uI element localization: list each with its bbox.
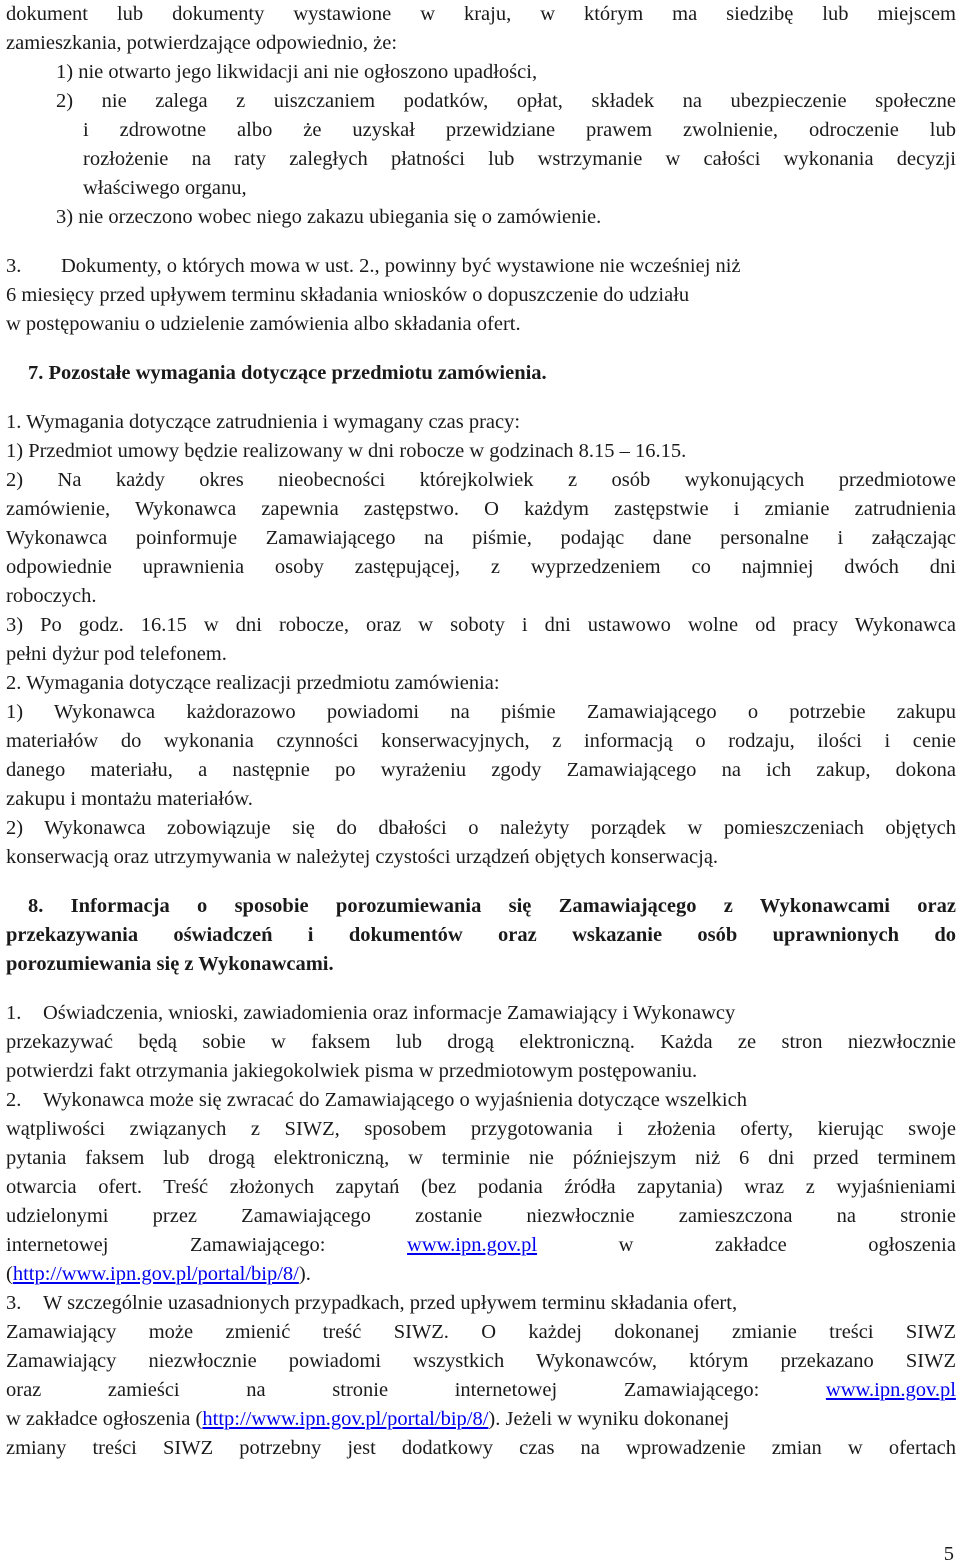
section8-number: 2. bbox=[6, 1089, 22, 1111]
intro-list-item-continued: i zdrowotne albo że uzyskał przewidziane prawem zwolnienie, odroczenie lub bbox=[83, 119, 956, 141]
section7-subheading: 1. Wymagania dotyczące zatrudnienia i wymagany czas pracy: bbox=[6, 411, 521, 433]
section8-text: Wykonawca może się zwracać do Zamawiającego o wyjaśnienia dotyczące wszelkich bbox=[43, 1089, 747, 1111]
text-fragment: oraz bbox=[6, 1379, 42, 1401]
intro-list-item: 2) nie zalega z uiszczaniem podatków, opłat, składek na ubezpieczenie społeczne bbox=[56, 90, 956, 112]
intro-line: zamieszkania, potwierdzające odpowiednio, że: bbox=[6, 32, 398, 54]
section8-paragraph bbox=[6, 1405, 956, 1434]
intro-list-item-continued: rozłożenie na raty zaległych płatności lub wstrzymanie w całości wykonania decyzji bbox=[83, 148, 956, 170]
spacer bbox=[6, 339, 956, 359]
section8-text: W szczególnie uzasadnionych przypadkach, przed upływem terminu składania ofert, bbox=[43, 1292, 738, 1314]
section7-paragraph: materiałów do wykonania czynności konserwacyjnych, z informacją o rodzaju, ilości i cenie bbox=[6, 730, 956, 752]
section7-paragraph: pełni dyżur pod telefonem. bbox=[6, 643, 227, 665]
document-page bbox=[6, 0, 956, 1463]
section8-heading: porozumiewania się z Wykonawcami. bbox=[6, 953, 334, 975]
section8-paragraph bbox=[6, 999, 956, 1028]
section8-number: 3. bbox=[6, 1292, 22, 1314]
spacer bbox=[6, 232, 956, 252]
text-fragment: stronie bbox=[332, 1379, 389, 1401]
section8-paragraph: potwierdzi fakt otrzymania jakiegokolwiek pisma w przedmiotowym postępowaniu. bbox=[6, 1060, 698, 1082]
text-fragment: zamieści bbox=[107, 1379, 180, 1401]
text-fragment: ). bbox=[298, 1263, 311, 1285]
text-fragment: internetowej bbox=[6, 1234, 109, 1256]
text-fragment: ( bbox=[6, 1263, 13, 1285]
text-fragment: zakładce bbox=[715, 1234, 787, 1256]
section7-paragraph: Wykonawca poinformuje Zamawiającego na piśmie, podając dane personalne i załączając bbox=[6, 527, 956, 549]
section8-paragraph: przekazywać będą sobie w faksem lub drogą elektroniczną. Każda ze stron niezwłocznie bbox=[6, 1031, 956, 1053]
intro-line: dokument lub dokumenty wystawione w kraju, w którym ma siedzibę lub miejscem bbox=[6, 3, 956, 25]
section8-heading: 8. Informacja o sposobie porozumiewania się Zamawiającego z Wykonawcami oraz bbox=[28, 895, 956, 917]
section8-paragraph bbox=[6, 1260, 956, 1289]
section8-number: 1. bbox=[6, 1002, 22, 1024]
section7-paragraph: konserwacją oraz utrzymywania w należytej czystości urządzeń objętych konserwacją. bbox=[6, 846, 719, 868]
section8-paragraph bbox=[6, 1086, 956, 1115]
section8-paragraph: udzielonymi przez Zamawiającego zostanie niezwłocznie zamieszczona na stronie bbox=[6, 1205, 956, 1227]
spacer bbox=[6, 872, 956, 892]
text-fragment: internetowej bbox=[454, 1379, 558, 1401]
spacer bbox=[6, 979, 956, 999]
section7-paragraph: zamówienie, Wykonawca zapewnia zastępstwo. O każdym zastępstwie i zmianie zatrudnienia bbox=[6, 498, 956, 520]
section7-paragraph: roboczych. bbox=[6, 585, 97, 607]
ipn-website-link[interactable]: www.ipn.gov.pl bbox=[407, 1234, 538, 1256]
section7-paragraph: zakupu i montażu materiałów. bbox=[6, 788, 253, 810]
section8-paragraph bbox=[6, 1376, 956, 1405]
section7-paragraph: 1) Wykonawca każdorazowo powiadomi na piśmie Zamawiającego o potrzebie zakupu bbox=[6, 701, 956, 723]
point3-text: Dokumenty, o których mowa w ust. 2., powinny być wystawione nie wcześniej niż bbox=[61, 255, 741, 277]
intro-list-item: 3) nie orzeczono wobec niego zakazu ubiegania się o zamówienie. bbox=[56, 206, 602, 228]
section8-paragraph bbox=[6, 1289, 956, 1318]
text-fragment: na bbox=[246, 1379, 266, 1401]
point3-number: 3. bbox=[6, 255, 22, 277]
section7-paragraph: 2) Na każdy okres nieobecności którejkolwiek z osób wykonujących przedmiotowe bbox=[6, 469, 956, 491]
section8-paragraph: zmiany treści SIWZ potrzebny jest dodatkowy czas na wprowadzenie zmian w ofertach bbox=[6, 1437, 956, 1459]
text-fragment: Zamawiającego: bbox=[623, 1379, 760, 1401]
section8-paragraph: Zamawiający niezwłocznie powiadomi wszystkich Wykonawców, którym przekazano SIWZ bbox=[6, 1350, 956, 1372]
section7-subheading: 2. Wymagania dotyczące realizacji przedmiotu zamówienia: bbox=[6, 672, 500, 694]
section8-paragraph: pytania faksem lub drogą elektroniczną, w terminie nie późniejszym niż 6 dni przed terminem bbox=[6, 1147, 956, 1169]
section8-heading: przekazywania oświadczeń i dokumentów oraz wskazanie osób uprawnionych do bbox=[6, 924, 956, 946]
section7-paragraph: danego materiału, a następnie po wyrażeniu zgody Zamawiającego na ich zakup, dokona bbox=[6, 759, 956, 781]
page-number: 5 bbox=[943, 1543, 954, 1565]
text-fragment: ogłoszenia bbox=[868, 1234, 956, 1256]
text-fragment: w bbox=[618, 1234, 634, 1256]
text-fragment: ). Jeżeli w wyniku dokonanej bbox=[488, 1408, 730, 1430]
ipn-bip-link[interactable]: http://www.ipn.gov.pl/portal/bip/8/ bbox=[12, 1263, 299, 1285]
intro-list-item: 1) nie otwarto jego likwidacji ani nie ogłoszono upadłości, bbox=[56, 61, 538, 83]
intro-list-item-continued: właściwego organu, bbox=[83, 177, 247, 199]
section8-text: Oświadczenia, wnioski, zawiadomienia oraz informacje Zamawiający i Wykonawcy bbox=[43, 1002, 736, 1024]
section8-paragraph bbox=[6, 1231, 956, 1260]
section8-paragraph: otwarcia ofert. Treść złożonych zapytań (bez podania źródła zapytania) wraz z wyjaśnieniami bbox=[6, 1176, 956, 1198]
section8-paragraph: Zamawiający może zmienić treść SIWZ. O każdej dokonanej zmianie treści SIWZ bbox=[6, 1321, 956, 1343]
section8-paragraph: wątpliwości związanych z SIWZ, sposobem przygotowania i złożenia oferty, kierując swoje bbox=[6, 1118, 956, 1140]
point3-line: 6 miesięcy przed upływem terminu składania wniosków o dopuszczenie do udziału bbox=[6, 284, 690, 306]
ipn-website-link[interactable]: www.ipn.gov.pl bbox=[825, 1379, 956, 1401]
text-fragment: w zakładce ogłoszenia ( bbox=[6, 1408, 203, 1430]
section7-paragraph: odpowiednie uprawnienia osoby zastępującej, z wyprzedzeniem co najmniej dwóch dni bbox=[6, 556, 956, 578]
section7-paragraph: 3) Po godz. 16.15 w dni robocze, oraz w soboty i dni ustawowo wolne od pracy Wykonawca bbox=[6, 614, 956, 636]
point3-line: w postępowaniu o udzielenie zamówienia albo składania ofert. bbox=[6, 313, 521, 335]
section7-heading: 7. Pozostałe wymagania dotyczące przedmiotu zamówienia. bbox=[28, 362, 547, 384]
spacer bbox=[6, 388, 956, 408]
text-fragment: Zamawiającego: bbox=[190, 1234, 326, 1256]
text-fragment bbox=[6, 1405, 729, 1434]
point3-line bbox=[6, 252, 956, 281]
section7-paragraph: 1) Przedmiot umowy będzie realizowany w dni robocze w godzinach 8.15 – 16.15. bbox=[6, 440, 687, 462]
section7-paragraph: 2) Wykonawca zobowiązuje się do dbałości o należyty porządek w pomieszczeniach objętych bbox=[6, 817, 956, 839]
ipn-bip-link[interactable]: http://www.ipn.gov.pl/portal/bip/8/ bbox=[202, 1408, 489, 1430]
